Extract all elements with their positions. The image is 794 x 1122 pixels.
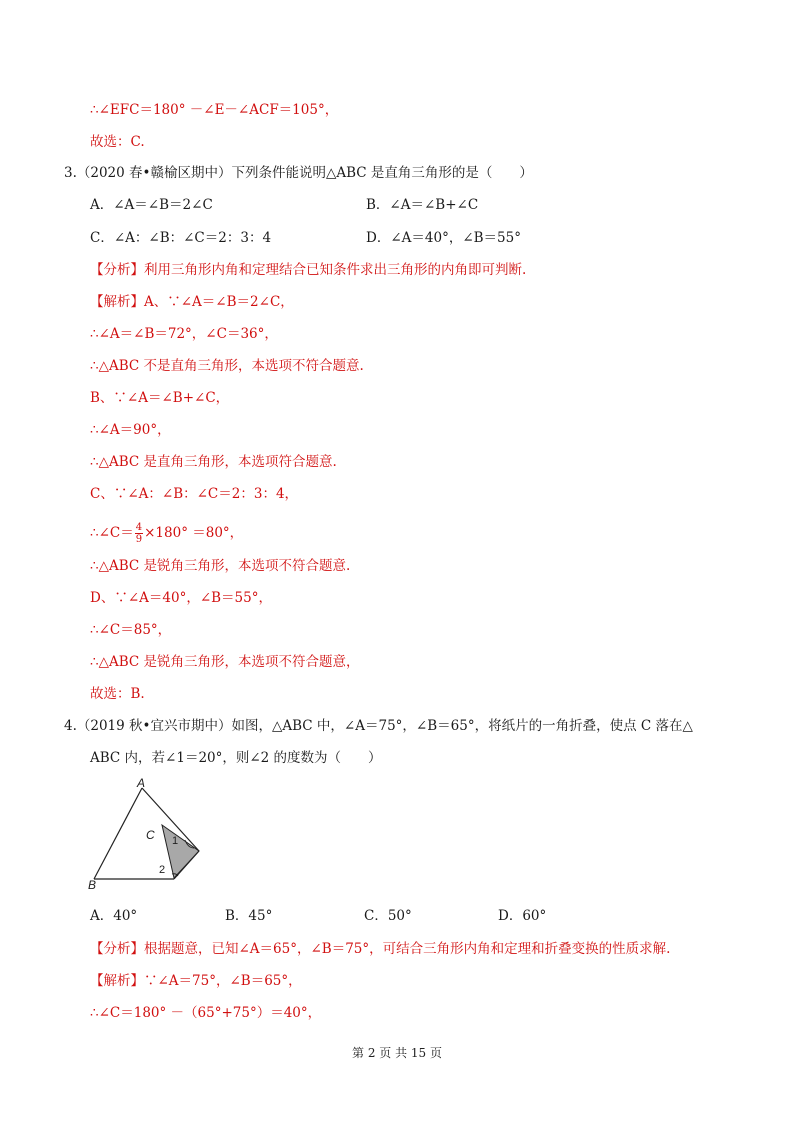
label-angle-2: 2 <box>159 864 166 876</box>
fraction-prefix: ∴∠C＝ <box>90 525 134 541</box>
q4-option-b: B．45° <box>225 908 273 924</box>
side-ab <box>94 788 142 879</box>
fraction-denominator: 9 <box>135 534 143 545</box>
q3-option-d: D．∠A＝40°，∠B＝55° <box>366 230 521 246</box>
label-angle-1: 1 <box>172 835 179 847</box>
label-a: A <box>137 778 146 790</box>
page-footer: 第 2 页 共 15 页 <box>352 1046 442 1060</box>
q3-solution-line: ∴△ABC 不是直角三角形，本选项不符合题意. <box>90 358 364 374</box>
q3-solution-line: D、∵∠A＝40°，∠B＝55°， <box>90 590 272 606</box>
q3-answer-line: 故选：B. <box>90 686 145 702</box>
label-c: C <box>146 828 155 842</box>
q3-option-b: B．∠A＝∠B+∠C <box>366 197 479 213</box>
q4-stem-line1: 4.（2019 秋•宜兴市期中）如图，△ABC 中，∠A＝75°，∠B＝65°，将纸片的一角折叠，使点 C 落在△ <box>64 718 693 734</box>
q3-fraction-line <box>90 520 243 546</box>
prev-answer-line: 故选：C. <box>90 134 145 150</box>
q3-solution-line: B、∵∠A＝∠B+∠C， <box>90 390 230 406</box>
q4-option-c: C．50° <box>364 908 412 924</box>
q3-solution-line: ∴∠C＝85°， <box>90 622 172 638</box>
q4-option-a: A．40° <box>90 908 138 924</box>
q4-solution-line: 【解析】∵∠A＝75°，∠B＝65°， <box>90 973 302 989</box>
q3-option-a: A．∠A＝∠B＝2∠C <box>90 197 213 213</box>
q3-solution-line: 【解析】A、∵∠A＝∠B＝2∠C， <box>90 294 294 310</box>
folded-corner <box>162 825 199 878</box>
q3-option-c: C．∠A：∠B：∠C＝2：3：4 <box>90 230 272 246</box>
q4-option-d: D．60° <box>498 908 547 924</box>
q3-solution-line: C、∵∠A：∠B：∠C＝2：3：4， <box>90 486 299 502</box>
q4-analysis: 【分析】根据题意，已知∠A＝65°，∠B＝75°，可结合三角形内角和定理和折叠变换的性质求解. <box>90 941 671 957</box>
q3-solution-line: ∴∠A＝90°， <box>90 422 171 438</box>
label-b: B <box>88 878 97 890</box>
q3-stem: 3.（2020 春•赣榆区期中）下列条件能说明△ABC 是直角三角形的是（ ） <box>64 165 533 181</box>
q3-solution-line: ∴△ABC 是直角三角形，本选项符合题意. <box>90 454 337 470</box>
fraction-suffix: ×180° ＝80°， <box>144 525 244 541</box>
fraction-numerator: 4 <box>135 522 143 533</box>
q3-analysis: 【分析】利用三角形内角和定理结合已知条件求出三角形的内角即可判断. <box>90 262 527 278</box>
q4-solution-line: ∴∠C＝180° －（65°+75°）＝40°， <box>90 1005 322 1021</box>
q3-solution-line: ∴∠A＝∠B＝72°，∠C＝36°， <box>90 326 278 342</box>
q4-figure <box>84 778 214 890</box>
q4-stem-line2: ABC 内，若∠1＝20°，则∠2 的度数为（ ） <box>90 750 382 766</box>
q3-solution-line: ∴△ABC 是锐角三角形，本选项不符合题意， <box>90 654 360 670</box>
q3-solution-line: ∴△ABC 是锐角三角形，本选项不符合题意. <box>90 558 351 574</box>
prev-solution-line: ∴∠EFC＝180° －∠E－∠ACF＝105°， <box>90 102 339 118</box>
fraction <box>135 522 143 545</box>
